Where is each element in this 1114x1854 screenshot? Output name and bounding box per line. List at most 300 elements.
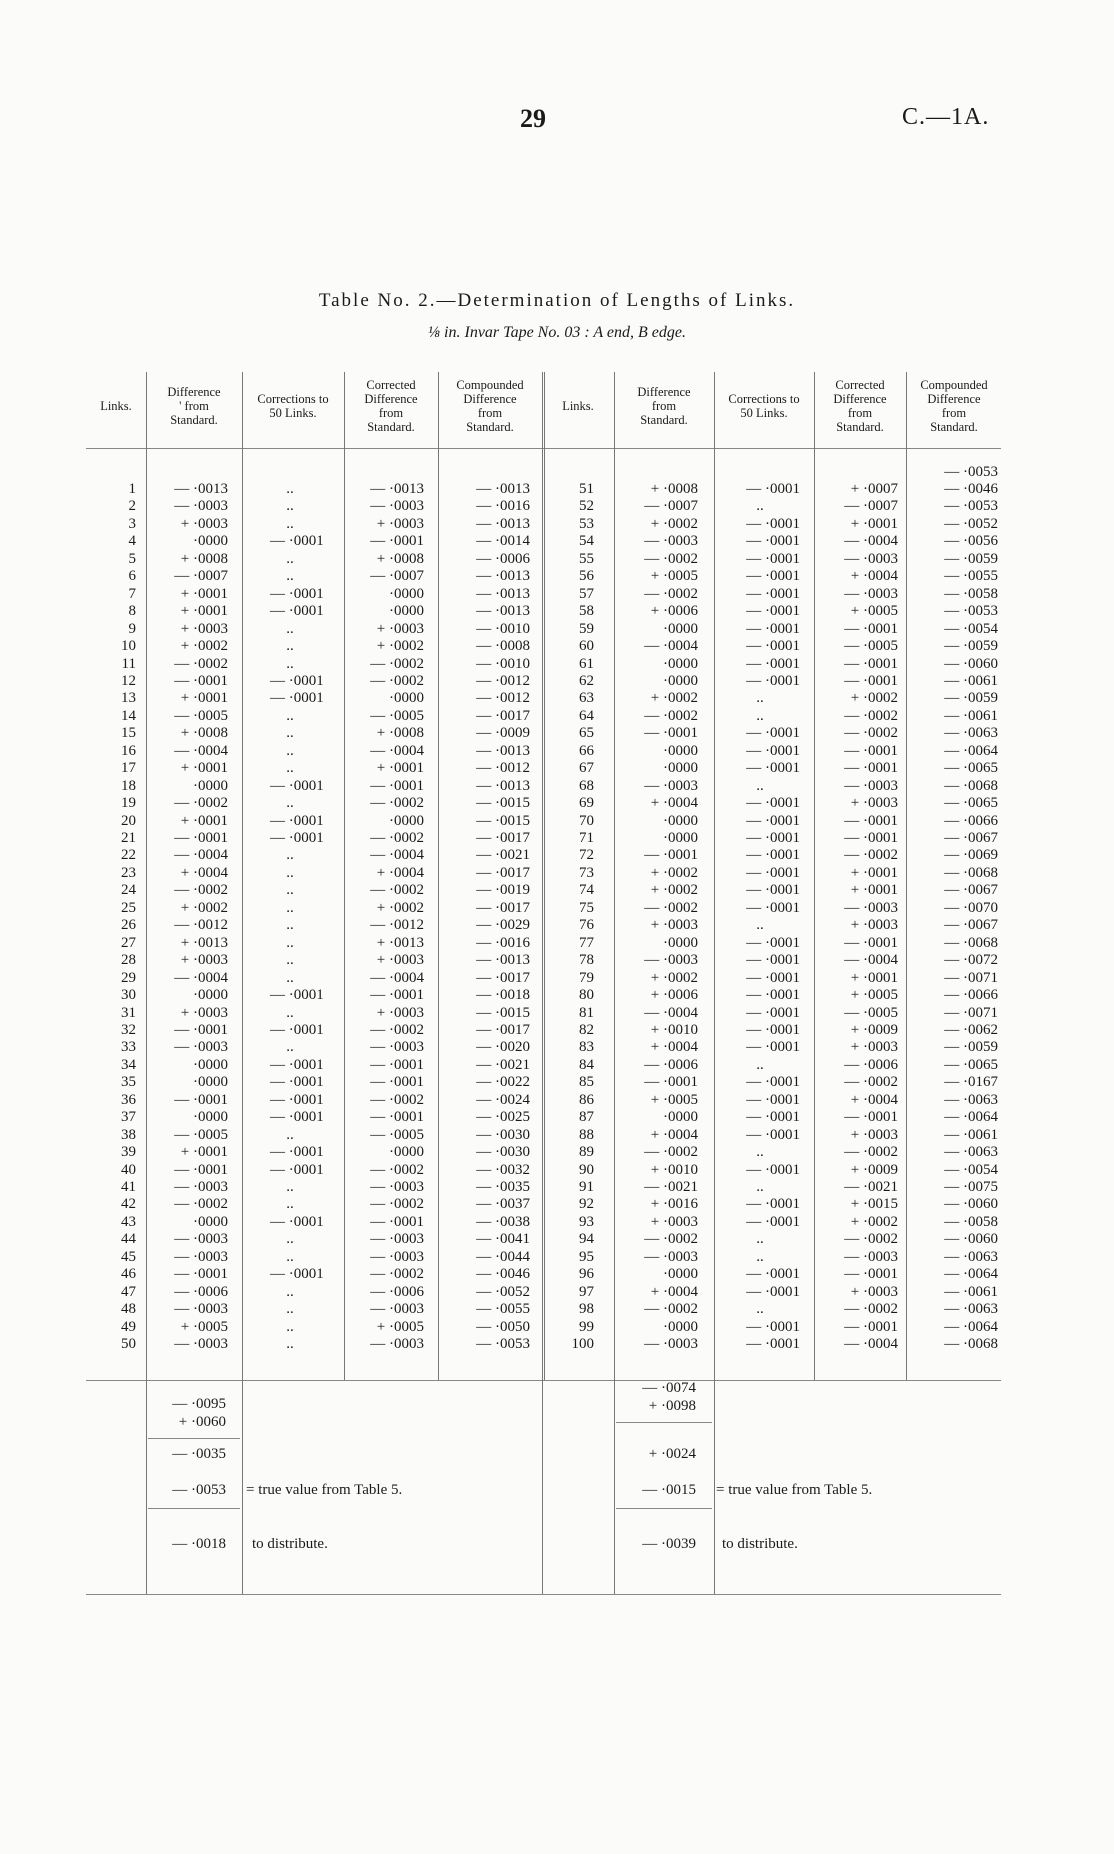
difference-value-right: — ·0001 [644, 847, 698, 864]
link-number: 3 [128, 515, 136, 532]
table-row [0, 778, 1114, 795]
correction-value-right: — ·0001 [746, 725, 800, 742]
link-number: 30 [121, 987, 136, 1004]
table-row [0, 1249, 1114, 1266]
compounded-value: — ·0012 [476, 690, 530, 707]
corrected-value-right: — ·0003 [844, 1248, 898, 1265]
corrected-value: — ·0006 [370, 1283, 424, 1300]
correction-value-right: — ·0001 [746, 1283, 800, 1300]
compounded-value-right: — ·0046 [944, 481, 998, 497]
correction-value: .. [286, 1283, 294, 1300]
corrected-value: — ·0002 [370, 795, 424, 812]
difference-value-right: — ·0002 [644, 707, 698, 724]
compounded-value-right: — ·0060 [944, 1231, 998, 1248]
correction-value-right: .. [756, 917, 764, 934]
corrected-value-right: — ·0003 [844, 777, 898, 794]
correction-value-right: — ·0001 [746, 1266, 800, 1283]
compounded-value: — ·0022 [476, 1074, 530, 1091]
difference-value-right: + ·0002 [650, 882, 698, 899]
link-number-right: 61 [579, 655, 594, 672]
correction-value-right: — ·0001 [746, 638, 800, 655]
correction-value-right: — ·0001 [746, 620, 800, 637]
difference-value-right: ·0000 [663, 620, 698, 637]
compounded-value: — ·0012 [476, 760, 530, 777]
difference-value: + ·0002 [180, 638, 228, 655]
table-row [0, 1039, 1114, 1056]
compounded-value: — ·0035 [476, 1179, 530, 1195]
compounded-value: — ·0020 [476, 1039, 530, 1056]
link-number: 17 [121, 760, 136, 777]
link-number-right: 93 [579, 1213, 594, 1230]
compounded-value: — ·0013 [476, 568, 530, 585]
correction-value: .. [286, 847, 294, 864]
compounded-value: — ·0015 [476, 812, 530, 829]
link-number-right: 97 [579, 1283, 594, 1300]
correction-value-right: .. [756, 1248, 764, 1265]
correction-value: .. [286, 568, 294, 585]
table-row [0, 970, 1114, 987]
difference-value-right: + ·0004 [650, 795, 698, 812]
difference-value: — ·0003 [174, 1336, 228, 1353]
table-row [0, 1336, 1114, 1353]
difference-value: — ·0001 [174, 1161, 228, 1178]
link-number: 10 [121, 638, 136, 655]
link-number-right: 88 [579, 1126, 594, 1143]
corrected-value: — ·0002 [370, 1091, 424, 1108]
correction-value: .. [286, 1039, 294, 1056]
difference-value: — ·0002 [174, 882, 228, 899]
difference-value: + ·0013 [180, 934, 228, 951]
corrected-value-right: — ·0002 [844, 1231, 898, 1248]
correction-value-right: — ·0001 [746, 672, 800, 689]
table-row [0, 830, 1114, 847]
correction-value: — ·0001 [270, 1161, 324, 1178]
compounded-value: — ·0013 [476, 585, 530, 602]
link-number: 6 [128, 568, 136, 585]
corrected-value-right: + ·0003 [850, 795, 898, 812]
link-number: 13 [121, 690, 136, 707]
difference-value: + ·0001 [180, 585, 228, 602]
link-number: 46 [121, 1266, 136, 1283]
table-row [0, 673, 1114, 690]
difference-value-right: + ·0006 [650, 603, 698, 620]
table-row [0, 847, 1114, 864]
compounded-value: — ·0052 [476, 1283, 530, 1300]
compounded-value: — ·0016 [476, 934, 530, 951]
correction-value: .. [286, 952, 294, 969]
correction-value-right: .. [756, 690, 764, 707]
difference-value-right: — ·0002 [644, 1231, 698, 1248]
difference-value-right: — ·0021 [644, 1179, 698, 1195]
table-row [0, 638, 1114, 655]
difference-value-right: — ·0001 [644, 725, 698, 742]
corrected-value-right: + ·0002 [850, 1213, 898, 1230]
link-number: 27 [121, 934, 136, 951]
compounded-value: — ·0021 [476, 847, 530, 864]
corrected-value: — ·0002 [370, 1021, 424, 1038]
table-row [0, 795, 1114, 812]
corrected-value-right: + ·0002 [850, 690, 898, 707]
compounded-value: — ·0017 [476, 864, 530, 881]
correction-value: — ·0001 [270, 1109, 324, 1126]
corrected-value-right: — ·0002 [844, 1301, 898, 1318]
difference-value: ·0000 [193, 1056, 228, 1073]
link-number: 5 [128, 550, 136, 567]
corrected-value: + ·0008 [376, 725, 424, 742]
link-number-right: 82 [579, 1021, 594, 1038]
compounded-value: — ·0053 [476, 1336, 530, 1353]
compounded-value-right: — ·0064 [944, 1266, 998, 1283]
difference-value: — ·0005 [174, 707, 228, 724]
compounded-value-right: — ·0061 [944, 1283, 998, 1300]
link-number: 12 [121, 672, 136, 689]
correction-value: .. [286, 655, 294, 672]
corrected-value: — ·0002 [370, 655, 424, 672]
table-row [0, 917, 1114, 934]
correction-value: .. [286, 498, 294, 515]
table-row [0, 1144, 1114, 1161]
table-row [0, 882, 1114, 899]
link-number-right: 92 [579, 1196, 594, 1213]
corrected-value-right: + ·0015 [850, 1196, 898, 1213]
table-row [0, 1127, 1114, 1144]
difference-value-right: ·0000 [663, 830, 698, 846]
link-number-right: 55 [579, 550, 594, 567]
right-true-value-label: = true value from Table 5. [716, 1482, 873, 1498]
compounded-value: — ·0013 [476, 777, 530, 794]
corrected-value: — ·0003 [370, 1179, 424, 1195]
header-difference: Difference ' from Standard. [167, 385, 221, 427]
difference-value: + ·0001 [180, 690, 228, 707]
correction-value-right: — ·0001 [746, 899, 800, 916]
corrected-value-right: + ·0001 [850, 882, 898, 899]
correction-value-right: — ·0001 [746, 934, 800, 951]
link-number-right: 91 [579, 1179, 594, 1195]
correction-value: — ·0001 [270, 603, 324, 620]
correction-value-right: — ·0001 [746, 1074, 800, 1091]
link-number-right: 74 [579, 882, 594, 899]
correction-value-right: — ·0001 [746, 655, 800, 672]
table-subtitle: ⅛ in. Invar Tape No. 03 : A end, B edge. [428, 324, 686, 341]
link-number-right: 59 [579, 620, 594, 637]
corrected-value: — ·0003 [370, 1039, 424, 1056]
correction-value: .. [286, 1179, 294, 1195]
compounded-value: — ·0017 [476, 830, 530, 846]
difference-value-right: — ·0004 [644, 638, 698, 655]
corrected-value: — ·0003 [370, 498, 424, 515]
header-corrected: Corrected Difference from Standard. [364, 378, 418, 434]
correction-value-right: — ·0001 [746, 1091, 800, 1108]
correction-value: — ·0001 [270, 1144, 324, 1161]
compounded-value-right: — ·0059 [944, 550, 998, 567]
link-number-right: 95 [579, 1248, 594, 1265]
corrected-value-right: — ·0001 [844, 742, 898, 759]
link-number: 34 [121, 1056, 136, 1073]
link-number: 23 [121, 864, 136, 881]
link-number: 4 [128, 533, 136, 550]
corrected-value: — ·0001 [370, 777, 424, 794]
compounded-value: — ·0019 [476, 882, 530, 899]
difference-value-right: ·0000 [663, 760, 698, 777]
corrected-value-right: — ·0007 [844, 498, 898, 515]
compounded-value-right: — ·0056 [944, 533, 998, 550]
compounded-value-right: — ·0064 [944, 1318, 998, 1335]
correction-value: .. [286, 638, 294, 655]
correction-value: — ·0001 [270, 1056, 324, 1073]
corrected-value: — ·0003 [370, 1336, 424, 1353]
compounded-value-right: — ·0053 [944, 498, 998, 515]
correction-value: .. [286, 707, 294, 724]
correction-value-right: — ·0001 [746, 952, 800, 969]
corrected-value-right: — ·0005 [844, 638, 898, 655]
compounded-value-right: — ·0062 [944, 1021, 998, 1038]
table-row [0, 1022, 1114, 1039]
difference-value: — ·0002 [174, 1196, 228, 1213]
link-number-right: 67 [579, 760, 594, 777]
table-row [0, 690, 1114, 707]
link-number-right: 53 [579, 515, 594, 532]
compounded-value: — ·0013 [476, 742, 530, 759]
compounded-value-right: — ·0167 [944, 1074, 998, 1091]
link-number-right: 77 [579, 934, 594, 951]
correction-value-right: — ·0001 [746, 830, 800, 846]
correction-value-right: — ·0001 [746, 550, 800, 567]
difference-value-right: — ·0002 [644, 1144, 698, 1161]
link-number-right: 51 [579, 481, 594, 497]
correction-value: — ·0001 [270, 672, 324, 689]
corrected-value-right: — ·0021 [844, 1179, 898, 1195]
header-links: Links. [100, 399, 132, 413]
link-number: 14 [121, 707, 136, 724]
link-number: 44 [121, 1231, 136, 1248]
difference-value-right: — ·0003 [644, 1248, 698, 1265]
compounded-value-right: — ·0067 [944, 882, 998, 899]
difference-value: — ·0013 [174, 481, 228, 497]
difference-value-right: + ·0010 [650, 1161, 698, 1178]
correction-value-right: .. [756, 1144, 764, 1161]
difference-value: — ·0003 [174, 1231, 228, 1248]
corrected-value: — ·0002 [370, 1266, 424, 1283]
correction-value: .. [286, 550, 294, 567]
correction-value-right: .. [756, 777, 764, 794]
link-number-right: 83 [579, 1039, 594, 1056]
link-number-right: 78 [579, 952, 594, 969]
link-number-right: 99 [579, 1318, 594, 1335]
link-number: 41 [121, 1179, 136, 1195]
link-number: 49 [121, 1318, 136, 1335]
correction-value-right: — ·0001 [746, 812, 800, 829]
correction-value-right: — ·0001 [746, 987, 800, 1004]
link-number: 22 [121, 847, 136, 864]
compounded-value-right: — ·0068 [944, 777, 998, 794]
compounded-value-right: — ·0072 [944, 952, 998, 969]
corrected-value-right: — ·0001 [844, 812, 898, 829]
difference-value-right: + ·0010 [650, 1021, 698, 1038]
corrected-value: + ·0005 [376, 1318, 424, 1335]
left-sum-net: — ·0035 [172, 1446, 226, 1462]
compounded-value: — ·0030 [476, 1144, 530, 1161]
correction-value-right: — ·0001 [746, 533, 800, 550]
corrected-value: — ·0002 [370, 882, 424, 899]
correction-value-right: .. [756, 1056, 764, 1073]
correction-value-right: — ·0001 [746, 847, 800, 864]
compounded-value-right: — ·0065 [944, 760, 998, 777]
compounded-value-right: — ·0065 [944, 1056, 998, 1073]
link-number: 1 [128, 481, 136, 497]
correction-value: .. [286, 795, 294, 812]
difference-value-right: + ·0004 [650, 1039, 698, 1056]
link-number-right: 80 [579, 987, 594, 1004]
corrected-value-right: — ·0003 [844, 899, 898, 916]
compounded-value: — ·0012 [476, 672, 530, 689]
corrected-value: ·0000 [389, 585, 424, 602]
correction-value: .. [286, 725, 294, 742]
difference-value: — ·0004 [174, 969, 228, 986]
link-number: 21 [121, 830, 136, 846]
link-number-right: 75 [579, 899, 594, 916]
link-number-right: 86 [579, 1091, 594, 1108]
corrected-value: — ·0005 [370, 1126, 424, 1143]
corrected-value: — ·0005 [370, 707, 424, 724]
link-number-right: 94 [579, 1231, 594, 1248]
link-number-right: 62 [579, 672, 594, 689]
difference-value: ·0000 [193, 533, 228, 550]
correction-value: .. [286, 1318, 294, 1335]
page-number: 29 [520, 104, 546, 133]
corrected-value-right: — ·0001 [844, 620, 898, 637]
link-number-right: 84 [579, 1056, 594, 1073]
difference-value-right: — ·0002 [644, 899, 698, 916]
correction-value: — ·0001 [270, 1074, 324, 1091]
right-sum-net: + ·0024 [648, 1446, 696, 1462]
corrected-value-right: — ·0002 [844, 725, 898, 742]
link-number-right: 54 [579, 533, 594, 550]
corrected-value: + ·0008 [376, 550, 424, 567]
link-number-right: 81 [579, 1004, 594, 1021]
link-number: 32 [121, 1021, 136, 1038]
compounded-value: — ·0032 [476, 1161, 530, 1178]
compounded-value: — ·0010 [476, 620, 530, 637]
difference-value: — ·0001 [174, 1266, 228, 1283]
left-true-rule [148, 1508, 240, 1509]
header-corrections-right: Corrections to 50 Links. [728, 392, 800, 420]
difference-value-right: + ·0003 [650, 1213, 698, 1230]
table-row [0, 656, 1114, 673]
corrected-value: — ·0007 [370, 568, 424, 585]
corrected-value-right: — ·0002 [844, 1074, 898, 1091]
compounded-value: — ·0046 [476, 1266, 530, 1283]
link-number-right: 87 [579, 1109, 594, 1126]
compounded-value-right: — ·0064 [944, 742, 998, 759]
difference-value: + ·0008 [180, 725, 228, 742]
corrected-value-right: + ·0003 [850, 1283, 898, 1300]
difference-value: — ·0004 [174, 847, 228, 864]
correction-value-right: — ·0001 [746, 1196, 800, 1213]
corrected-value-right: + ·0001 [850, 515, 898, 532]
corrected-value-right: + ·0004 [850, 568, 898, 585]
table-row [0, 1057, 1114, 1074]
difference-value-right: — ·0003 [644, 1336, 698, 1353]
table-row [0, 760, 1114, 777]
compounded-value: — ·0044 [476, 1248, 530, 1265]
link-number: 9 [128, 620, 136, 637]
corrected-value-right: + ·0003 [850, 1039, 898, 1056]
link-number-right: 79 [579, 969, 594, 986]
compounded-value-right: — ·0068 [944, 864, 998, 881]
left-sum-rule [148, 1438, 240, 1439]
corrected-value: — ·0001 [370, 1213, 424, 1230]
difference-value: — ·0002 [174, 795, 228, 812]
link-number-right: 85 [579, 1074, 594, 1091]
difference-value-right: ·0000 [663, 1318, 698, 1335]
link-number: 29 [121, 969, 136, 986]
correction-value-right: .. [756, 1231, 764, 1248]
corrected-value-right: — ·0004 [844, 533, 898, 550]
corrected-value-right: + ·0003 [850, 917, 898, 934]
link-number-right: 64 [579, 707, 594, 724]
corrected-value-right: + ·0005 [850, 987, 898, 1004]
correction-value: .. [286, 620, 294, 637]
difference-value: ·0000 [193, 777, 228, 794]
difference-value-right: + ·0004 [650, 1283, 698, 1300]
compounded-value: — ·0030 [476, 1126, 530, 1143]
corrected-value: ·0000 [389, 1144, 424, 1161]
correction-value: .. [286, 742, 294, 759]
difference-value-right: ·0000 [663, 1109, 698, 1126]
link-number: 50 [121, 1336, 136, 1353]
correction-value: .. [286, 917, 294, 934]
correction-value: — ·0001 [270, 585, 324, 602]
corrected-value: — ·0001 [370, 533, 424, 550]
compounded-value: — ·0015 [476, 1004, 530, 1021]
correction-value: .. [286, 899, 294, 916]
table-row [0, 1214, 1114, 1231]
link-number: 38 [121, 1126, 136, 1143]
difference-value: — ·0006 [174, 1283, 228, 1300]
link-number-right: 68 [579, 777, 594, 794]
corrected-value-right: + ·0009 [850, 1161, 898, 1178]
correction-value: — ·0001 [270, 777, 324, 794]
compounded-value-right: — ·0058 [944, 1213, 998, 1230]
compounded-value-right: — ·0059 [944, 1039, 998, 1056]
corrected-value: + ·0002 [376, 899, 424, 916]
link-number-right: 73 [579, 864, 594, 881]
difference-value-right: — ·0003 [644, 533, 698, 550]
correction-value: .. [286, 1231, 294, 1248]
difference-value: + ·0002 [180, 899, 228, 916]
corrected-value: — ·0002 [370, 830, 424, 846]
link-number: 8 [128, 603, 136, 620]
compounded-value-right: — ·0068 [944, 1336, 998, 1353]
link-number: 18 [121, 777, 136, 794]
corrected-value: — ·0002 [370, 1161, 424, 1178]
corrected-value: + ·0002 [376, 638, 424, 655]
table-row [0, 1284, 1114, 1301]
difference-value-right: + ·0016 [650, 1196, 698, 1213]
left-true-value: — ·0053 [172, 1482, 226, 1498]
link-number: 7 [128, 585, 136, 602]
link-number: 36 [121, 1091, 136, 1108]
compounded-value-right: — ·0066 [944, 987, 998, 1004]
difference-value-right: — ·0001 [644, 1074, 698, 1091]
corrected-value-right: — ·0001 [844, 655, 898, 672]
link-number-right: 65 [579, 725, 594, 742]
table-row [0, 865, 1114, 882]
difference-value-right: + ·0005 [650, 1091, 698, 1108]
difference-value: — ·0007 [174, 568, 228, 585]
compounded-value: — ·0055 [476, 1301, 530, 1318]
table-row [0, 481, 1114, 498]
